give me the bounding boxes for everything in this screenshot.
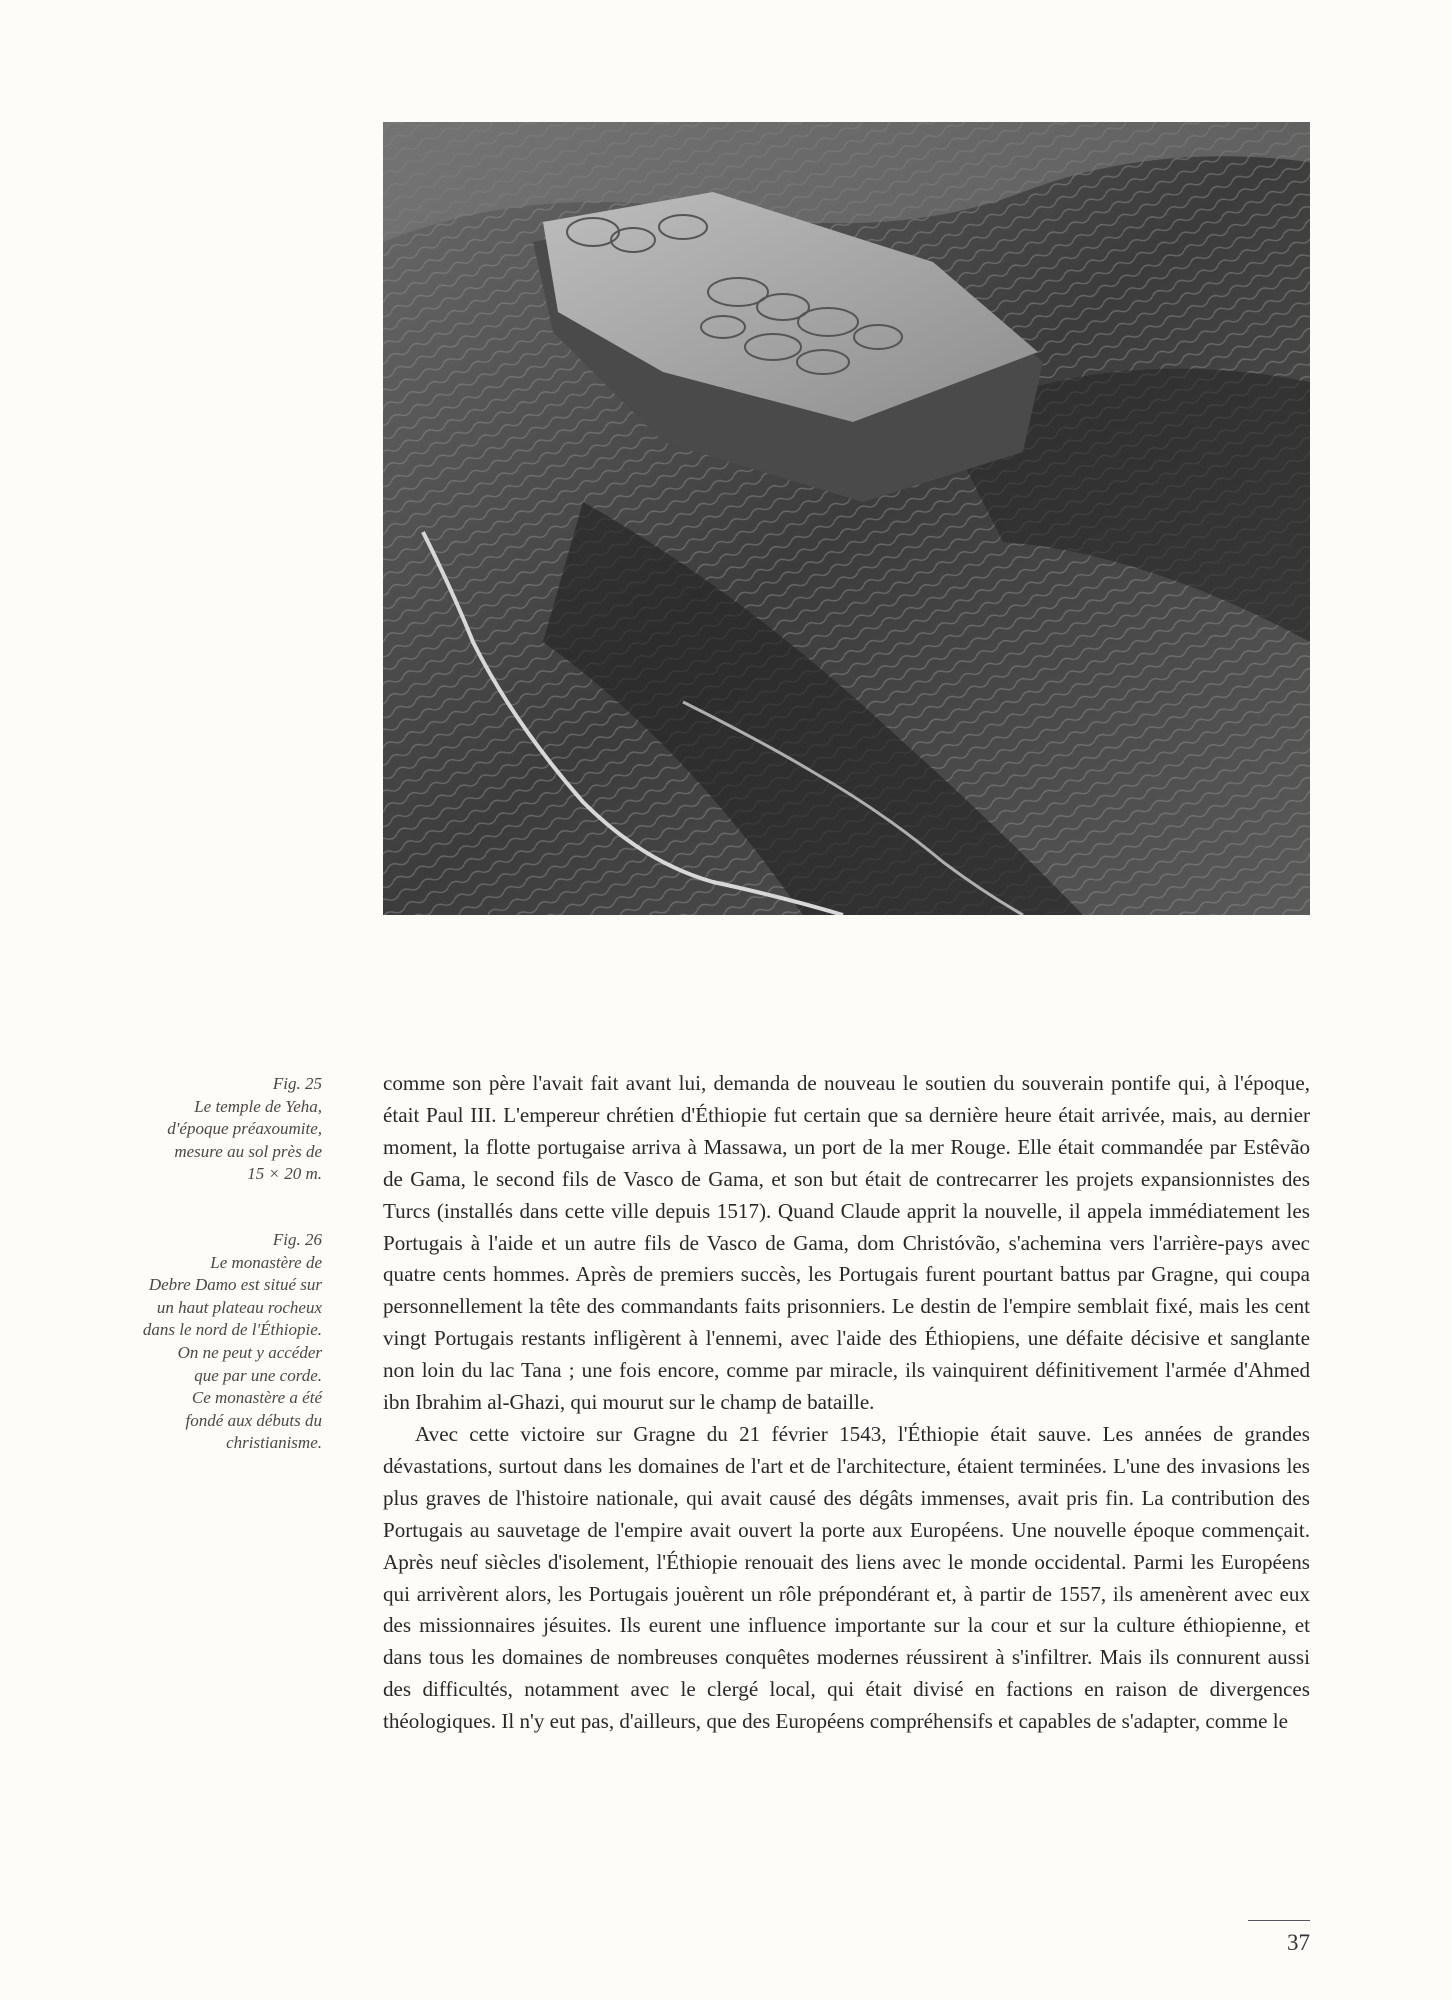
caption-line: mesure au sol près de [174, 1141, 322, 1161]
caption-line: On ne peut y accéder [177, 1342, 322, 1362]
figure-captions [120, 1073, 322, 1498]
caption-line: un haut plateau rocheux [156, 1297, 322, 1317]
caption-fig-number: Fig. 26 [272, 1229, 322, 1249]
caption-fig-25 [120, 1073, 322, 1186]
caption-line: Debre Damo est situé sur [148, 1275, 322, 1295]
caption-line: Le temple de Yeha, [194, 1096, 322, 1116]
body-text [383, 1068, 1310, 1738]
plateau-photo-icon [383, 122, 1310, 915]
caption-line: fondé aux débuts du [185, 1410, 322, 1430]
body-paragraph: Avec cette victoire sur Gragne du 21 février 1543, l'Éthiopie était sauve. Les années de grandes dévastations, surtout dans les domaines de l'art et de l'architecture, étaient terminées. L'une des invasions les plus graves de l'histoire nationale, qui avait causé des dégâts immenses, avait pris fin. La contribution des Portugais au sauvetage de l'empire avait ouvert la porte aux Européens. Une nouvelle époque commençait. Après neuf siècles d'isolement, l'Éthiopie renouait des liens avec le monde occidental. Parmi les Européens qui arrivèrent alors, les Portugais jouèrent un rôle prépondérant et, à partir de 1557, ils amenèrent avec eux des missionnaires jésuites. Ils eurent une influence importante sur la cour et sur la culture éthiopienne, et dans tous les domaines de nombreuses conquêtes modernes réussirent à s'infiltrer. Mais ils connurent aussi des difficultés, notamment avec le clergé local, qui était divisé en factions en raison de divergences théologiques. Il n'y eut pas, d'ailleurs, que des Européens compréhensifs et capables de s'adapter, comme le [383, 1421, 1310, 1734]
caption-line: dans le nord de l'Éthiopie. [142, 1320, 322, 1340]
body-paragraph: comme son père l'avait fait avant lui, demanda de nouveau le soutien du souverain pontife qui, à l'époque, était Paul III. L'empereur chrétien d'Éthiopie fut certain que sa dernière heure était arrivée, mais, au dernier moment, la flotte portugaise arriva à Massawa, un port de la mer Rouge. Elle était commandée par Estêvão de Gama, le second fils de Vasco de Gama, et son but était de contrecarrer les projets expansionnistes des Turcs (installés dans cette ville depuis 1517). Quand Claude apprit la nouvelle, il appela immédiatement les Portugais à l'aide et un autre fils de Vasco de Gama, dom Christóvão, s'achemina vers l'arrière-pays avec quatre cents hommes. Après de premiers succès, les Portugais furent pourtant battus par Gragne, qui coupa personnellement la tête des commandants faits prisonniers. Le destin de l'empire semblait fixé, mais les cent vingt Portugais restants infligèrent à l'ennemi, avec l'aide des Éthiopiens, une défaite décisive et sanglante non loin du lac Tana ; une fois encore, comme par miracle, ils vainquirent définitivement l'armée d'Ahmed ibn Ibrahim al-Ghazi, qui mourut sur le champ de bataille. [383, 1071, 1310, 1415]
aerial-photo [383, 122, 1310, 915]
caption-line: Le monastère de [210, 1252, 322, 1272]
caption-line: christianisme. [226, 1433, 322, 1453]
caption-fig-26 [120, 1229, 322, 1455]
page-number-rule [1248, 1920, 1310, 1921]
caption-line: 15 × 20 m. [247, 1164, 322, 1184]
caption-line: d'époque préaxoumite, [167, 1119, 322, 1139]
caption-line: que par une corde. [194, 1365, 322, 1385]
page-number: 37 [1287, 1930, 1310, 1955]
caption-fig-number: Fig. 25 [272, 1074, 322, 1093]
caption-line: Ce monastère a été [191, 1388, 322, 1408]
